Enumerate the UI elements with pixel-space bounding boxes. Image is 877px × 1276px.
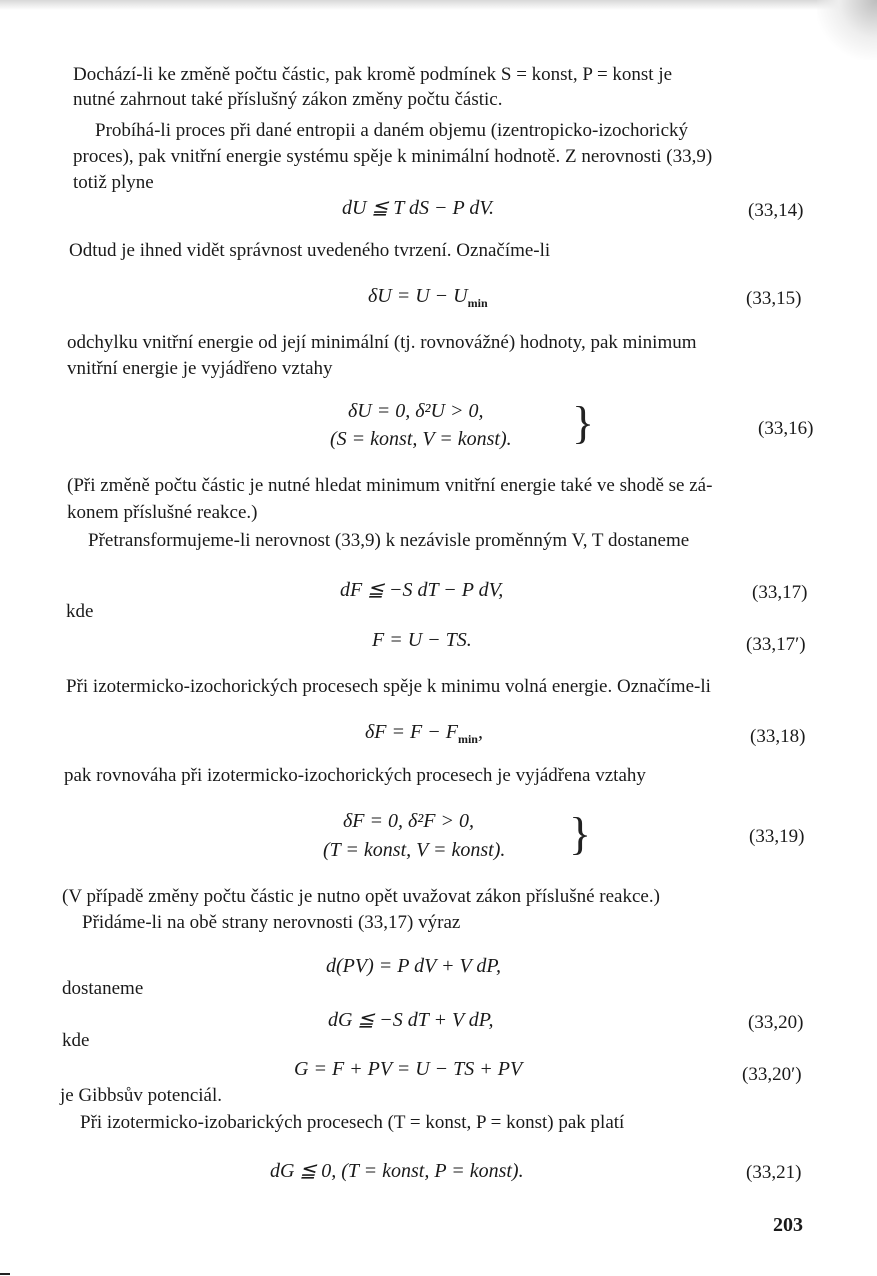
word-kde: kde (66, 601, 94, 622)
text-line: Přidáme-li na obě strany nerovnosti (33,17) výraz (82, 912, 461, 933)
text-line: proces), pak vnitřní energie systému spěje k minimální hodnotě. Z nerovnosti (33,9) (73, 146, 713, 167)
text-line: Při izotermicko-izochorických procesech spěje k minimu volná energie. Označíme-li (66, 676, 711, 697)
text-line: Dochází-li ke změně počtu částic, pak kromě podmínek S = konst, P = konst je (73, 64, 673, 85)
equation-number: (33,18) (750, 726, 806, 747)
equation-33-21: dG ≦ 0, (T = konst, P = konst). (270, 1160, 524, 1182)
equation-number: (33,17′) (746, 634, 806, 655)
text-line: Probíhá-li proces při dané entropii a daném objemu (izentropicko-izochorický (95, 120, 689, 141)
equation-33-20: dG ≦ −S dT + V dP, (328, 1009, 494, 1031)
text-line: je Gibbsův potenciál. (60, 1085, 222, 1106)
equation-33-17-prime: F = U − TS. (372, 629, 472, 651)
scan-corner-shadow (817, 0, 877, 60)
equation-number: (33,16) (758, 418, 814, 439)
equation-33-16-line1: δU = 0, δ²U > 0, (348, 400, 484, 422)
text-line: (Při změně počtu částic je nutné hledat minimum vnitřní energie také ve shodě se zá- (67, 475, 713, 496)
equation-dPV: d(PV) = P dV + V dP, (326, 955, 501, 977)
text-line: Přetransformujeme-li nerovnost (33,9) k nezávisle proměnným V, T dostaneme (88, 530, 690, 551)
equation-number: (33,15) (746, 288, 802, 309)
equation-expr: δF = F − F (365, 721, 458, 743)
text-line: (V případě změny počtu částic je nutno opět uvažovat zákon příslušné reakce.) (62, 886, 660, 907)
equation-tail: , (477, 721, 483, 743)
subscript: min (457, 732, 478, 746)
text-line: Při izotermicko-izobarických procesech (T = konst, P = konst) pak platí (80, 1112, 625, 1133)
equation-number: (33,17) (752, 582, 808, 603)
paragraph-3 (69, 240, 550, 262)
paragraph-5 (67, 472, 712, 526)
paragraph-10 (60, 1082, 624, 1136)
equation-33-20-prime: G = F + PV = U − TS + PV (294, 1058, 523, 1080)
text-line: totiž plyne (73, 172, 154, 193)
paragraph-6 (88, 530, 689, 552)
word-dostaneme: dostaneme (62, 978, 144, 999)
paragraph-2 (73, 118, 712, 196)
subscript: min (467, 296, 488, 310)
paragraph-9 (62, 884, 660, 936)
equation-33-18 (365, 721, 483, 747)
equation-33-15 (368, 285, 488, 311)
equation-number: (33,19) (749, 826, 805, 847)
paragraph-4 (67, 330, 697, 382)
scan-mark (0, 1273, 10, 1275)
equation-number: (33,20) (748, 1012, 804, 1033)
equation-33-19-line1: δF = 0, δ²F > 0, (343, 810, 475, 832)
equation-number: (33,14) (748, 200, 804, 221)
text-line: nutné zahrnout také příslušný zákon změny počtu částic. (73, 89, 503, 110)
paragraph-7 (66, 676, 711, 698)
word-kde: kde (62, 1030, 90, 1051)
paragraph-8 (64, 765, 646, 787)
text-line: vnitřní energie je vyjádřeno vztahy (67, 358, 333, 379)
text-line: Odtud je ihned vidět správnost uvedeného tvrzení. Označíme-li (69, 240, 551, 261)
right-brace: } (569, 808, 592, 859)
paragraph-1 (73, 62, 672, 112)
page-number: 203 (773, 1214, 803, 1236)
equation-number: (33,20′) (742, 1064, 802, 1085)
text-line: konem příslušné reakce.) (67, 502, 258, 523)
text-line: pak rovnováha při izotermicko-izochorických procesech je vyjádřena vztahy (64, 765, 646, 786)
equation-33-16-line2: (S = konst, V = konst). (330, 428, 512, 450)
equation-33-17: dF ≦ −S dT − P dV, (340, 579, 504, 601)
equation-33-19-line2: (T = konst, V = konst). (323, 839, 506, 861)
equation-expr: δU = U − U (368, 285, 468, 307)
text-line: odchylku vnitřní energie od její minimální (tj. rovnovážné) hodnoty, pak minimum (67, 332, 697, 353)
right-brace: } (572, 397, 595, 448)
equation-number: (33,21) (746, 1162, 802, 1183)
equation-33-14: dU ≦ T dS − P dV. (342, 197, 494, 219)
scan-shadow (0, 0, 877, 10)
